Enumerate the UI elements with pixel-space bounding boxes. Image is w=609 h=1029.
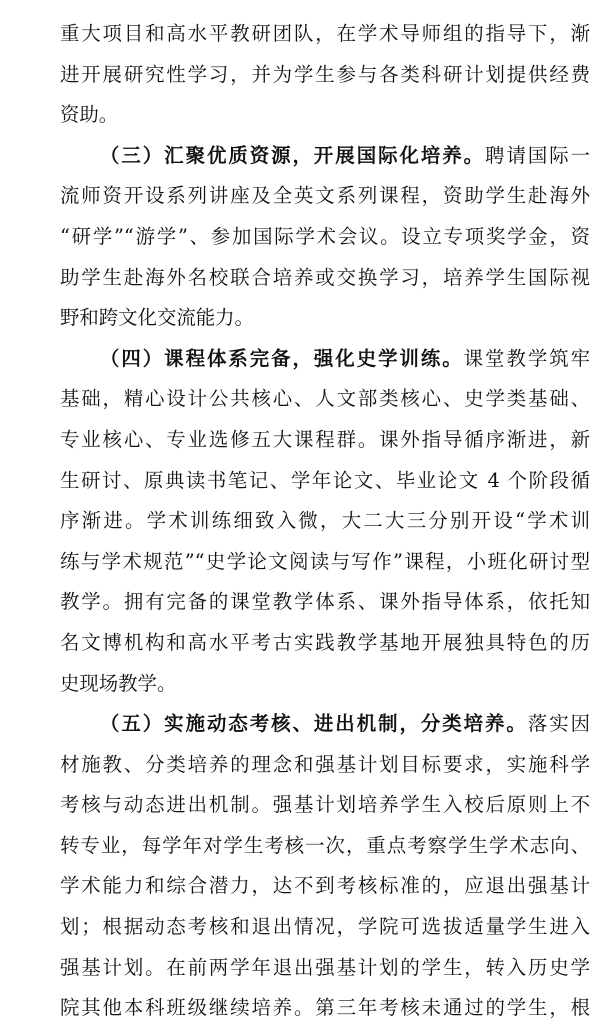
text-line: 重大项目和高水平教研团队，在学术导师组的指导下，渐 bbox=[60, 22, 590, 45]
text-line: 专业核心、专业选修五大课程群。课外指导循序渐进，新 bbox=[60, 427, 590, 451]
text-line: 流师资开设系列讲座及全英文系列课程，资助学生赴海外 bbox=[60, 184, 590, 208]
text-line: 基础，精心设计公共核心、人文部类核心、史学类基础、 bbox=[60, 387, 590, 411]
text-line: 考核与动态进出机制。强基计划培养学生入校后原则上不 bbox=[60, 793, 590, 817]
text-line: 序渐进。学术训练细致入微，大二大三分别开设“学术训 bbox=[60, 509, 590, 533]
text-line: 生研讨、原典读书笔记、学年论文、毕业论文 4 个阶段循 bbox=[60, 468, 590, 492]
text-line bbox=[60, 136, 590, 177]
paragraph-section-5 bbox=[60, 704, 590, 1029]
text-line: 助学生赴海外名校联合培养或交换学习，培养学生国际视 bbox=[60, 265, 590, 289]
section-heading: （三）汇聚优质资源，开展国际化培养。 bbox=[100, 143, 486, 167]
paragraph-section-4 bbox=[60, 339, 590, 704]
text-line: 学术能力和综合潜力，达不到考核标准的，应退出强基计 bbox=[60, 874, 590, 898]
text-line: 史现场教学。 bbox=[60, 671, 177, 695]
section-heading: （四）课程体系完备，强化史学训练。 bbox=[100, 346, 464, 370]
text-run: 落实因 bbox=[527, 712, 591, 736]
text-line bbox=[60, 339, 590, 380]
text-line: 名文博机构和高水平考古实践教学基地开展独具特色的历 bbox=[60, 630, 590, 654]
text-line: 划；根据动态考核和退出情况，学院可选拔适量学生进入 bbox=[60, 915, 590, 939]
paragraph-section-3 bbox=[60, 136, 590, 339]
document-page bbox=[60, 14, 590, 1029]
paragraph-continuation bbox=[60, 14, 590, 136]
text-line: 转专业，每学年对学生考核一次，重点考察学生学术志向、 bbox=[60, 833, 590, 857]
text-run: 课堂教学筑牢 bbox=[463, 346, 591, 370]
text-line: 练与学术规范”“史学论文阅读与写作”课程，小班化研讨型 bbox=[60, 549, 590, 573]
text-line: 强基计划。在前两学年退出强基计划的学生，转入历史学 bbox=[60, 955, 590, 979]
text-run: 聘请国际一 bbox=[485, 143, 591, 167]
text-line bbox=[60, 704, 590, 745]
text-line: “研学”“游学”、参加国际学术会议。设立专项奖学金，资 bbox=[60, 224, 590, 248]
text-line: 教学。拥有完备的课堂教学体系、课外指导体系，依托知 bbox=[60, 590, 590, 614]
text-line: 资助。 bbox=[60, 103, 119, 127]
text-line: 院其他本科班级继续培养。第三年考核未通过的学生，根 bbox=[60, 996, 590, 1020]
text-line: 进开展研究性学习，并为学生参与各类科研计划提供经费 bbox=[60, 62, 590, 86]
section-heading: （五）实施动态考核、进出机制，分类培养。 bbox=[100, 712, 528, 736]
text-line: 野和跨文化交流能力。 bbox=[60, 306, 254, 330]
text-line: 材施教、分类培养的理念和强基计划目标要求，实施科学 bbox=[60, 752, 590, 776]
